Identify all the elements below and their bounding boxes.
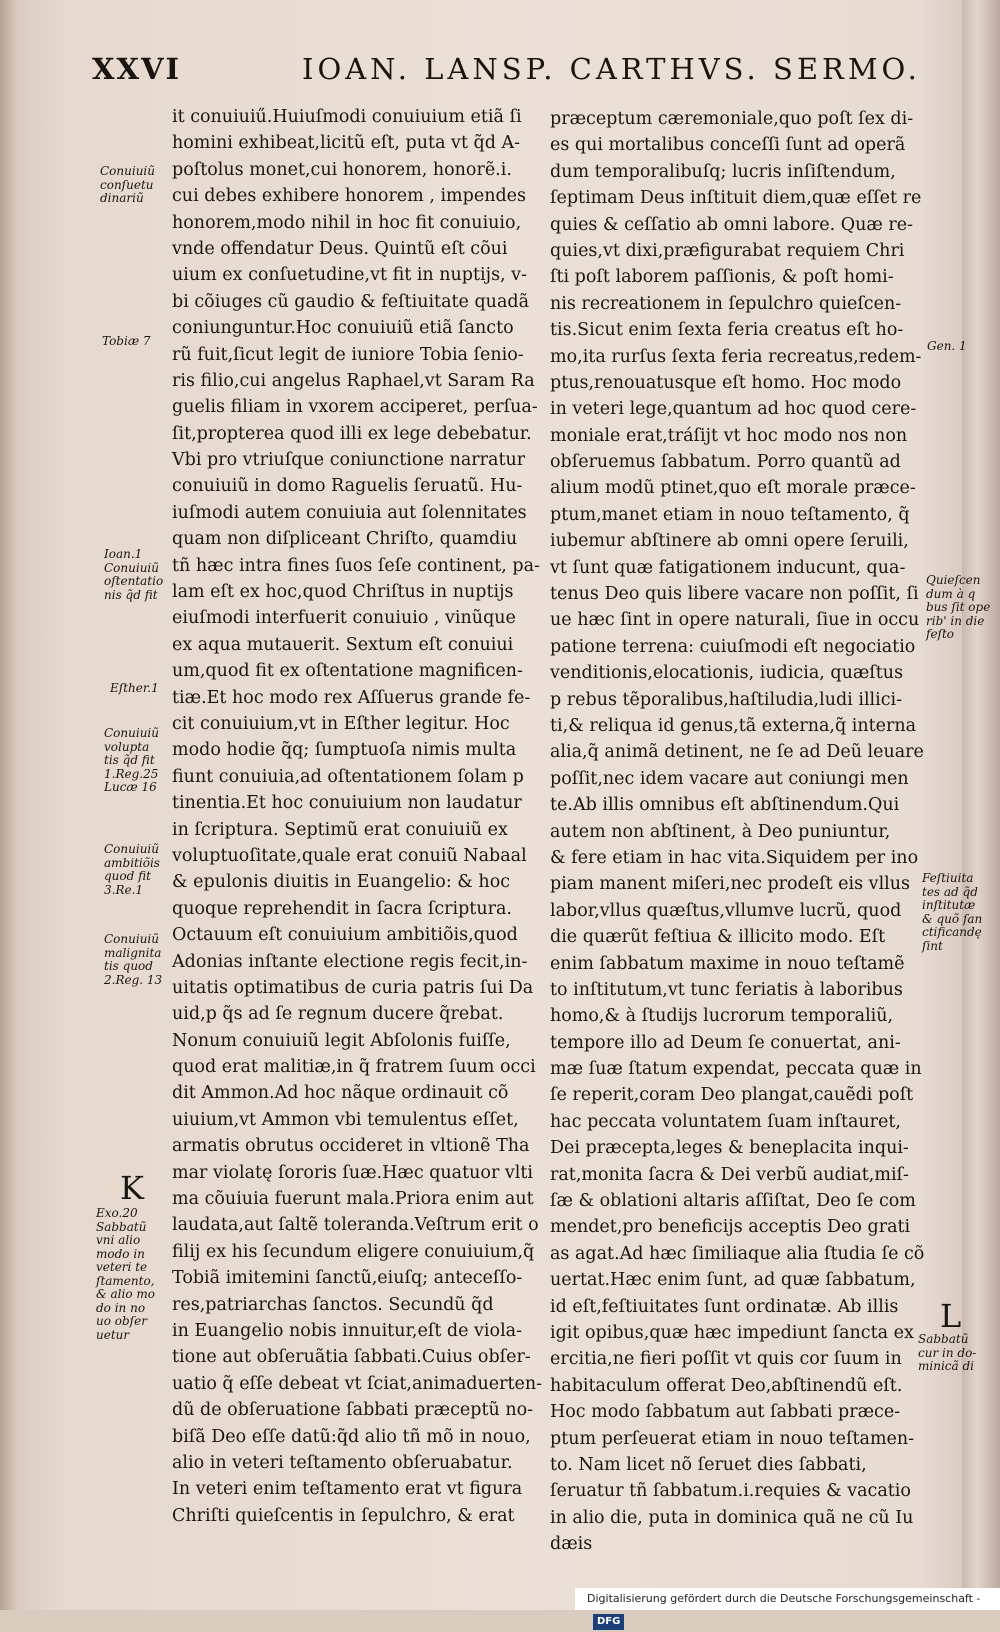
text-line: ambitiõis bbox=[104, 855, 160, 870]
text-line: ptus,renouatusque eſt homo. Hoc modo bbox=[550, 372, 902, 393]
text-line: & alio mo bbox=[96, 1287, 155, 1301]
text-line: veteri te bbox=[96, 1260, 148, 1274]
text-line: ue hæc ſint in opere naturali, ſiue in occu bbox=[550, 610, 920, 631]
folio-number: XXVI bbox=[92, 52, 182, 86]
text-line: Quieſcen bbox=[926, 573, 981, 587]
text-line: Sabbatũ bbox=[918, 1332, 969, 1346]
text-line: ex aqua mutauerit. Sextum eſt conuiui bbox=[172, 634, 514, 655]
text-line: in Euangelio nobis innuitur,eſt de viola- bbox=[172, 1320, 523, 1341]
text-line: alio in veteri teſtamento obſeruabatur. bbox=[172, 1452, 513, 1473]
text-line: venditionis,elocationis, iudicia, quæſtus bbox=[550, 663, 904, 684]
text-line: tinentia.Et hoc conuiuium non laudatur bbox=[172, 793, 522, 814]
text-line: ercitia,ne fieri poſſit vt quis cor ſuum in bbox=[550, 1349, 902, 1370]
text-line: Eſther.1 bbox=[110, 681, 159, 695]
text-line: homo,& à ſtudijs lucrorum temporaliũ, bbox=[550, 1006, 894, 1027]
text-line: & quõ ſan bbox=[922, 911, 983, 926]
text-line: ſæ & oblationi altaris aſſiſtat, Deo ſe com bbox=[550, 1191, 916, 1212]
section-letter-l: L bbox=[940, 1297, 962, 1335]
text-line: vt ſunt quæ fatigationem inducunt, qua- bbox=[550, 557, 906, 578]
text-line: tis quod bbox=[104, 959, 153, 973]
text-line: autem non abſtinent, à Deo puniuntur, bbox=[550, 821, 891, 842]
text-line: quies & ceſſatio ab omni labore. Quæ re- bbox=[550, 214, 914, 235]
margin-note-sabbatum bbox=[96, 1207, 155, 1342]
text-line: lam eſt ex hoc,quod Chriſtus in nuptijs bbox=[172, 582, 514, 603]
text-line: dum temporalibuſq; lucris inſiſtendum, bbox=[550, 161, 896, 182]
text-line: 1.Reg.25 bbox=[104, 766, 159, 781]
text-line: quies,vt dixi,præfigurabat requiem Chri bbox=[550, 240, 905, 261]
text-line: mæ ſuæ ſtatum expendat, peccata quæ in bbox=[550, 1059, 922, 1080]
text-line: feſto bbox=[926, 627, 955, 641]
text-line: oſtentatio bbox=[104, 574, 164, 588]
text-column-right bbox=[550, 106, 925, 1557]
text-line: uiuium,vt Ammon vbi temulentus eſſet, bbox=[172, 1109, 519, 1130]
text-line: die quærũt feſtiua & illicito modo. Eſt bbox=[550, 927, 886, 948]
margin-note-malignitatis bbox=[104, 933, 162, 987]
text-line: mar violatę ſororis ſuæ.Hæc quatuor vlti bbox=[172, 1162, 533, 1183]
text-line: conuiuiũ in domo Raguelis ſeruatũ. Hu- bbox=[172, 476, 523, 497]
text-line: Vbi pro vtriuſque coniunctione narratur bbox=[172, 450, 526, 471]
text-line: poſtolus monet,cui honorem, honorẽ.i. bbox=[172, 159, 512, 180]
text-line: alium modũ ptinet,quo eſt morale præce- bbox=[550, 478, 916, 499]
text-line: præceptum cæremoniale,quo poſt ſex di- bbox=[550, 109, 914, 129]
margin-note-voluptatis bbox=[104, 727, 159, 795]
margin-note-conuiuium-consuetudinarium bbox=[100, 165, 155, 206]
text-line: cit conuiuium,vt in Eſther legitur. Hoc bbox=[172, 713, 510, 734]
text-line: do in no bbox=[96, 1300, 146, 1315]
text-line: ptum,manet etiam in nouo teſtamento, q̃ bbox=[550, 504, 910, 525]
text-line: ctificandę bbox=[922, 925, 982, 939]
text-line: Nonum conuiuiũ legit Abſolonis fuiſſe, bbox=[172, 1030, 511, 1051]
text-line: obſeruemus ſabbatum. Porro quantũ ad bbox=[550, 452, 901, 473]
text-line: uetur bbox=[96, 1327, 130, 1342]
text-line: inſtitutæ bbox=[922, 898, 976, 912]
text-line: nis q̃d fit bbox=[104, 587, 158, 602]
text-line: Lucæ 16 bbox=[104, 780, 157, 794]
text-line: tione aut obſeruãtia ſabbati.Cuius obſer- bbox=[172, 1347, 531, 1368]
text-line: igit opibus,quæ hæc impediunt ſancta ex bbox=[550, 1322, 914, 1343]
text-line: dinariũ bbox=[100, 191, 144, 205]
text-line: labor,vllus quæſtus,vllumve lucrũ, quod bbox=[550, 900, 902, 921]
text-line: minicã di bbox=[918, 1359, 974, 1373]
text-line: modo in bbox=[96, 1246, 145, 1261]
text-line: Conuiuiũ bbox=[100, 164, 155, 178]
text-line: Sabbatũ bbox=[96, 1219, 147, 1234]
text-line: ſtamento, bbox=[96, 1273, 155, 1288]
text-line: ſti poſt laborem paſſionis, & poſt homi- bbox=[550, 267, 894, 288]
text-line: homini exhibeat,licitũ eſt, puta vt q̃d A- bbox=[172, 133, 521, 154]
margin-note-quiescendum bbox=[926, 574, 990, 642]
text-line: moniale erat,tráſijt vt hoc modo nos non bbox=[550, 425, 908, 446]
text-line: quoque reprehendit in ſacra ſcriptura. bbox=[172, 898, 512, 919]
text-line: habitaculum offerat Deo,abſtinendũ eſt. bbox=[550, 1375, 903, 1396]
text-line: mo,ita rurſus ſexta feria recreatus,redem- bbox=[550, 346, 922, 367]
text-line: Chriſti quieſcentis in ſepulchro, & erat bbox=[172, 1505, 515, 1526]
text-line: as agat.Ad hæc ſimiliaque alia ſtudia ſe cõ bbox=[550, 1243, 925, 1264]
text-line: tis.Sicut enim ſexta feria creatus eſt ho- bbox=[550, 320, 904, 341]
text-line: Dei præcepta,leges & beneplacita inqui- bbox=[550, 1138, 909, 1159]
text-line: enim ſabbatum maxime in nouo teſtamẽ bbox=[550, 953, 905, 974]
text-line: tiæ.Et hoc modo rex Aſſuerus grande fe- bbox=[172, 687, 531, 708]
text-line: voluptuoſitate,quale erat conuiũ Nabaal bbox=[172, 845, 527, 866]
text-line: Tobiæ 7 bbox=[102, 334, 151, 348]
text-line: quod erat malitiæ,in q̃ fratrem ſuum occi bbox=[172, 1057, 536, 1078]
text-line: uatio q̃ eſſe debeat vt ſciat,animaduerten- bbox=[172, 1373, 543, 1394]
margin-note-festivitates bbox=[922, 872, 982, 953]
dfg-logo: DFG bbox=[593, 1614, 624, 1630]
text-line: In veteri enim teſtamento erat vt figura bbox=[172, 1479, 523, 1500]
text-line: Feſtiuita bbox=[922, 871, 974, 885]
text-line: it conuiuiű.Huiuſmodi conuiuium etiã ſi bbox=[172, 107, 522, 127]
text-line: tis q̃d fit bbox=[104, 753, 155, 767]
text-line: 3.Re.1 bbox=[104, 882, 144, 897]
text-line: iubemur abſtinere ab omni opere ſeruili, bbox=[550, 531, 909, 552]
text-line: Octauum eſt conuiuium ambitiõis,quod bbox=[172, 925, 518, 946]
text-line: uo obſer bbox=[96, 1314, 147, 1328]
text-line: in alio die, puta in dominica quã ne cũ Iu bbox=[550, 1507, 914, 1528]
text-line: Tobiã imitemini ſanctũ,eiuſq; anteceſſo- bbox=[172, 1268, 523, 1289]
text-line: tempore illo ad Deum ſe conuertat, ani- bbox=[550, 1032, 901, 1053]
text-line: uitatis optimatibus de curia patris ſui Da bbox=[172, 977, 534, 998]
text-line: in ſcriptura. Septimũ erat conuiuiũ ex bbox=[172, 819, 508, 840]
text-line: honorem,modo nihil in hoc fit conuiuio, bbox=[172, 212, 522, 233]
text-line: & epulonis diuitis in Euangelio: & hoc bbox=[172, 872, 511, 893]
text-line: Conuiuiũ bbox=[104, 932, 159, 946]
text-line: id eſt,feſtiuitates ſunt ordinatæ. Ab illis bbox=[550, 1296, 899, 1317]
text-line: hac peccata voluntatem ſuam inſtauret, bbox=[550, 1111, 901, 1132]
text-line: Adonias inſtante electione regis fecit,in- bbox=[172, 951, 528, 972]
margin-note-ambitionis bbox=[104, 843, 160, 897]
text-line: biſã Deo eſſe datũ:q̃d alio tñ mõ in nouo, bbox=[172, 1426, 531, 1447]
text-line: ſit,propterea quod illi ex lege debebatur. bbox=[172, 423, 532, 444]
text-line: nis recreationem in ſepulchro quieſcen- bbox=[550, 293, 902, 314]
text-line: quod fit bbox=[104, 869, 151, 883]
text-line: vnde offendatur Deus. Quintũ eſt cõui bbox=[172, 238, 508, 259]
text-line: ſeruatur tñ ſabbatum.i.requies & vacatio bbox=[550, 1481, 911, 1502]
text-line: Gen. 1 bbox=[927, 339, 967, 353]
running-title: IOAN. LANSP. CARTHVS. SERMO. bbox=[302, 52, 921, 86]
text-line: ptum perſeuerat etiam in nouo teſtamen- bbox=[550, 1428, 915, 1449]
text-line: conſuetu bbox=[100, 177, 154, 192]
text-line: quam non diſpliceant Chriſto, quamdiu bbox=[172, 529, 518, 550]
text-line: ti,& reliqua id genus,tã externa,q̃ interna bbox=[550, 715, 917, 736]
text-line: Conuiuiũ bbox=[104, 560, 159, 575]
footer-credit: Digitalisierung gefördert durch die Deutsche Forschungsgemeinschaft - bbox=[587, 1592, 981, 1605]
text-line: poſſit,nec idem vacare aut coniungi men bbox=[550, 768, 909, 789]
text-line: vni alio bbox=[96, 1233, 141, 1247]
digitization-footer bbox=[575, 1588, 1000, 1627]
text-line: guelis filiam in vxorem acciperet, perſua- bbox=[172, 397, 538, 418]
page-header bbox=[92, 44, 921, 94]
text-line: bus ſit ope bbox=[926, 600, 991, 614]
text-line: uertat.Hæc enim ſunt, ad quæ ſabbatum, bbox=[550, 1270, 916, 1291]
text-line: alia,q̃ animã detinent, ne ſe ad Deũ leuare bbox=[550, 742, 924, 763]
text-line: rũ fuit,ſicut legit de iuniore Tobia ſenio- bbox=[172, 344, 524, 365]
text-line: uium ex conſuetudine,vt fit in nuptijs, v- bbox=[172, 265, 527, 286]
text-line: dæis bbox=[550, 1534, 593, 1555]
text-line: ma cõuiuia fuerunt mala.Priora enim aut bbox=[172, 1189, 534, 1210]
text-line: cui debes exhibere honorem , impendes bbox=[172, 186, 527, 207]
text-line: in veteri lege,quantum ad hoc quod cere- bbox=[550, 399, 917, 420]
text-line: 2.Reg. 13 bbox=[104, 972, 163, 987]
text-line: piam manent miſeri,nec prodeſt eis vllus bbox=[550, 874, 911, 895]
text-line: malignita bbox=[104, 945, 162, 960]
text-column-left bbox=[172, 104, 543, 1529]
text-line: coniunguntur.Hoc conuiuiũ etiã ſancto bbox=[172, 318, 514, 339]
text-line: to inſtitutum,vt tunc feriatis à laboribus bbox=[550, 979, 903, 1000]
text-line: & fere etiam in hac vita.Siquidem per ino bbox=[550, 847, 919, 868]
section-letter-k: K bbox=[120, 1169, 144, 1207]
text-line: Conuiuiũ bbox=[104, 842, 159, 856]
text-line: es qui mortalibus conceſſi ſunt ad operã bbox=[550, 135, 906, 156]
text-line: cur in do- bbox=[918, 1345, 977, 1360]
text-line: tñ hæc intra fines ſuos ſeſe continent, pa- bbox=[172, 555, 540, 576]
text-line: Hoc modo ſabbatum aut ſabbati præce- bbox=[550, 1402, 901, 1423]
text-line: dum à q bbox=[926, 586, 976, 601]
text-line: Conuiuiũ bbox=[104, 726, 159, 740]
margin-note-sabbatum-dominica bbox=[918, 1333, 976, 1374]
text-line: eiuſmodi interfuerit conuiuio , vinũque bbox=[172, 608, 516, 629]
text-line: mendet,pro beneficijs acceptis Deo grati bbox=[550, 1217, 911, 1238]
text-line: um,quod fit ex oſtentatione magnificen- bbox=[172, 661, 523, 682]
text-line: fiunt conuiuia,ad oſtentationem ſolam p bbox=[172, 766, 524, 787]
margin-note-esther bbox=[110, 682, 159, 696]
margin-note-genesis bbox=[927, 340, 967, 354]
text-line: res,patriarchas ſanctos. Secundũ q̃d bbox=[172, 1294, 494, 1315]
text-line: dũ de obſeruatione ſabbati præceptũ no- bbox=[172, 1400, 534, 1421]
text-line: p rebus tẽporalibus,haſtiludia,ludi illici- bbox=[550, 689, 903, 710]
text-line: volupta bbox=[104, 739, 150, 754]
text-line: ſe reperit,coram Deo plangat,cauẽdi poſt bbox=[550, 1085, 914, 1106]
text-line: dit Ammon.Ad hoc nãque ordinauit cõ bbox=[172, 1083, 509, 1104]
text-line: ris filio,cui angelus Raphael,vt Saram Ra bbox=[172, 370, 535, 391]
text-line: iuſmodi autem conuiuia aut ſolennitates bbox=[172, 502, 527, 523]
text-line: armatis obrutus occideret in vltionẽ Tha bbox=[172, 1136, 530, 1157]
text-line: to. Nam licet nõ ſeruet dies ſabbati, bbox=[550, 1454, 867, 1475]
text-line: te.Ab illis omnibus eſt abſtinendum.Qui bbox=[550, 795, 900, 816]
text-line: tes ad q̃d bbox=[922, 884, 978, 899]
text-line: laudata,aut ſaltẽ toleranda.Veſtrum erit o bbox=[172, 1215, 539, 1236]
text-line: uid,p q̃s ad ſe regnum ducere q̃rebat. bbox=[172, 1004, 504, 1025]
text-line: patione terrena: cuiuſmodi eſt negociatio bbox=[550, 636, 916, 657]
text-line: ſeptimam Deus inſtituit diem,quæ eſſet re bbox=[550, 188, 922, 209]
text-line: Exo.20 bbox=[96, 1206, 138, 1220]
text-line: ſint bbox=[922, 938, 943, 953]
text-line: Ioan.1 bbox=[104, 547, 143, 561]
margin-note-ostentationis bbox=[104, 548, 163, 602]
text-line: modo hodie q̃q; ſumptuoſa nimis multa bbox=[172, 740, 517, 761]
text-line: rat,monita ſacra & Dei verbũ audiat,miſ- bbox=[550, 1164, 909, 1185]
text-line: tenus Deo quis libere vacare non poſſit, ſi bbox=[550, 584, 919, 605]
text-line: filij ex his ſecundum eligere conuiuium,q̃ bbox=[172, 1241, 535, 1262]
margin-note-tobiae bbox=[102, 335, 151, 349]
text-line: bi cõiuges cũ gaudio & feſtiuitate quadã bbox=[172, 291, 530, 312]
binding-shadow bbox=[0, 0, 18, 1610]
text-line: rib' in die bbox=[926, 613, 985, 628]
